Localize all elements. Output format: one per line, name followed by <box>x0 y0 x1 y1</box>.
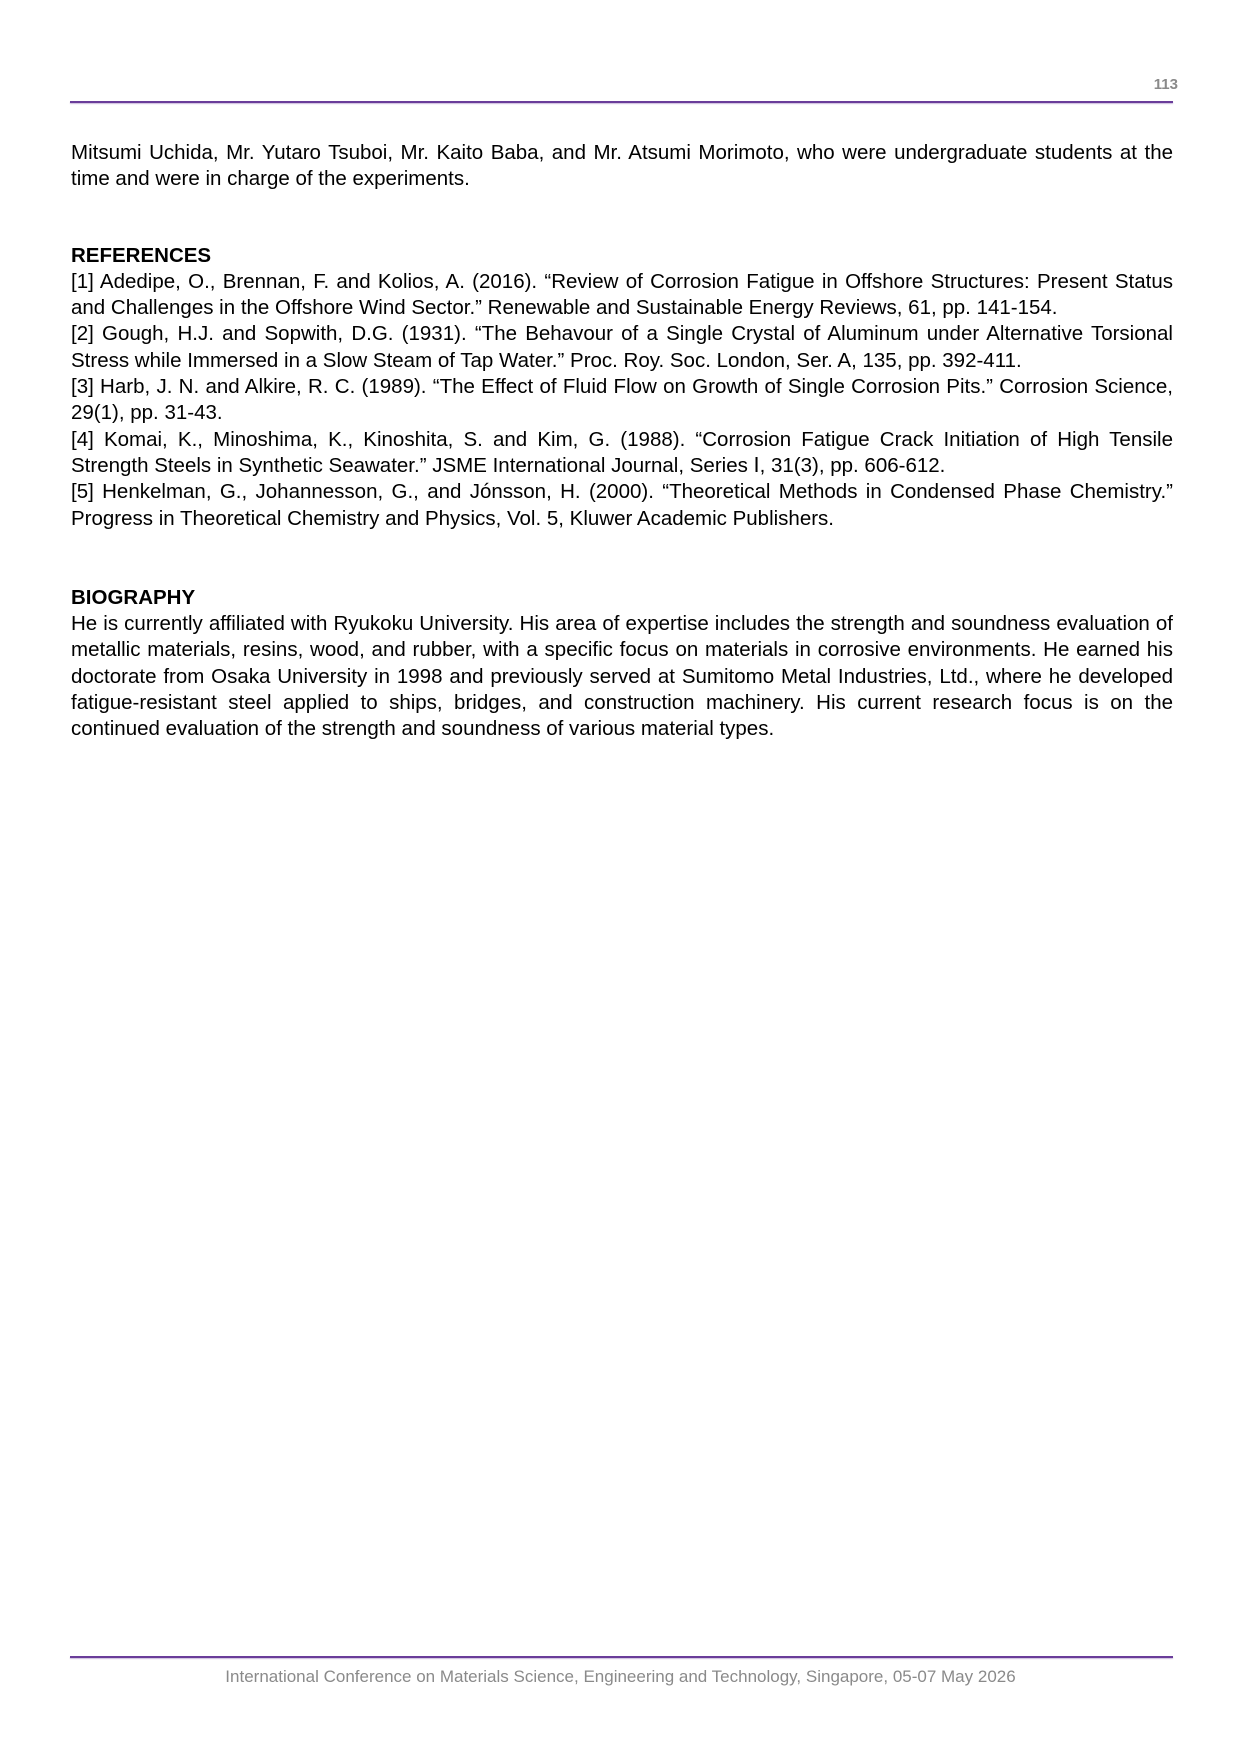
references-list <box>71 269 1173 532</box>
footer-rule <box>70 1656 1173 1658</box>
reference-item: [3] Harb, J. N. and Alkire, R. C. (1989). “The Effect of Fluid Flow on Growth of Single Corrosion Pits.” Corrosion Science, 29(1), pp. 31-43. <box>71 375 1173 425</box>
reference-item: [5] Henkelman, G., Johannesson, G., and Jónsson, H. (2000). “Theoretical Methods in Condensed Phase Chemistry.” Progress in Theoretical Chemistry and Physics, Vol. 5, Kluwer Academic Publishers. <box>71 480 1173 530</box>
page-number: 113 <box>1153 76 1178 93</box>
biography-heading: BIOGRAPHY <box>71 585 196 609</box>
acknowledgement-paragraph: Mitsumi Uchida, Mr. Yutaro Tsuboi, Mr. Kaito Baba, and Mr. Atsumi Morimoto, who were undergraduate students at the time and were in charge of the experiments. <box>71 141 1173 191</box>
references-heading: REFERENCES <box>71 243 212 267</box>
section-spacer <box>71 193 1173 243</box>
header-rule <box>70 101 1173 103</box>
reference-item: [4] Komai, K., Minoshima, K., Kinoshita, S. and Kim, G. (1988). “Corrosion Fatigue Crack Initiation of High Tensile Strength Steels in Synthetic Seawater.” JSME International Journal, Series Ⅰ, 31(3), pp. 606-612. <box>71 427 1173 477</box>
reference-item: [2] Gough, H.J. and Sopwith, D.G. (1931). “The Behavour of a Single Crystal of Aluminum under Alternative Torsional Stress while Immersed in a Slow Steam of Tap Water.” Proc. Roy. Soc. London, Ser. A, 135, pp. 392-411. <box>71 322 1173 372</box>
page-body <box>71 140 1173 743</box>
footer-text: International Conference on Materials Science, Engineering and Technology, Singapore, 05-07 May 2026 <box>225 1667 1016 1686</box>
section-spacer <box>71 532 1173 585</box>
reference-item: [1] Adedipe, O., Brennan, F. and Kolios, A. (2016). “Review of Corrosion Fatigue in Offshore Structures: Present Status and Challenges in the Offshore Wind Sector.” Renewable and Sustainable Energy Reviews, 61, pp. 141-154. <box>71 269 1173 320</box>
biography-paragraph: He is currently affiliated with Ryukoku University. His area of expertise includes the strength and soundness evaluation of metallic materials, resins, wood, and rubber, with a specific focus on materials in corrosive environments. He earned his doctorate from Osaka University in 1998 and previously served at Sumitomo Metal Industries, Ltd., where he developed fatigue-resistant steel applied to ships, bridges, and construction machinery. His current research focus is on the continued evaluation of the strength and soundness of various material types. <box>71 612 1173 741</box>
